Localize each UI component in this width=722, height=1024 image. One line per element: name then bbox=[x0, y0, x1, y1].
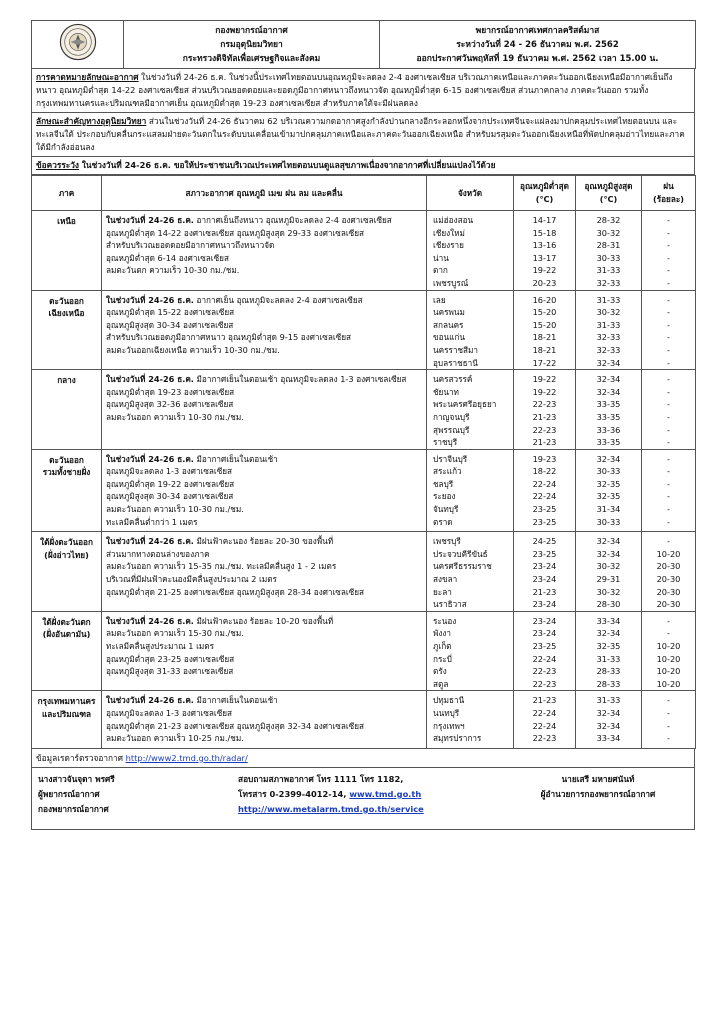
rain-list: - - - - - - bbox=[642, 290, 696, 370]
document-footer bbox=[31, 768, 695, 830]
region-name: ตะวันออก เฉียงเหนือ bbox=[32, 290, 102, 370]
rain-list: - 10-20 20-30 20-30 20-30 20-30 bbox=[642, 532, 696, 612]
province-list: แม่ฮ่องสอน เชียงใหม่ เชียงราย น่าน ตาก เพชรบูรณ์ bbox=[427, 211, 514, 291]
header-agency: กองพยากรณ์อากาศ กรมอุตุนิยมวิทยา กระทรวงดิจิทัลเพื่อเศรษฐกิจและสังคม bbox=[124, 21, 380, 69]
radar-info: ข้อมูลเรดาร์ตรวจอากาศ http://www2.tmd.go.th/radar/ bbox=[31, 749, 695, 768]
region-name: เหนือ bbox=[32, 211, 102, 291]
metalarm-link[interactable]: http://www.metalarm.tmd.go.th/service bbox=[238, 803, 424, 814]
forecaster-signature: นางสาวจันจุดา พรศรี ผู้พยากรณ์อากาศ กองพยากรณ์อากาศ bbox=[38, 773, 115, 814]
tmax-list: 31-33 30-32 31-33 32-33 32-33 32-34 bbox=[576, 290, 642, 370]
rain-list: - - 10-20 10-20 10-20 10-20 bbox=[642, 611, 696, 691]
tmax-list: 32-34 32-34 30-32 29-31 30-32 28-30 bbox=[576, 532, 642, 612]
region-name: กลาง bbox=[32, 370, 102, 450]
table-header-row bbox=[32, 176, 696, 211]
table-row bbox=[32, 370, 696, 450]
region-name: ใต้ฝั่งตะวันออก (ฝั่งอ่าวไทย) bbox=[32, 532, 102, 612]
logo-cell bbox=[32, 21, 124, 69]
table-row bbox=[32, 449, 696, 532]
table-row bbox=[32, 691, 696, 748]
region-name: ใต้ฝั่งตะวันตก (ฝั่งอันดามัน) bbox=[32, 611, 102, 691]
tmin-list: 16-20 15-20 15-20 18-21 18-21 17-22 bbox=[514, 290, 576, 370]
tmax-list: 31-33 32-34 32-34 33-34 bbox=[576, 691, 642, 748]
province-list: ปราจีนบุรี สระแก้ว ชลบุรี ระยอง จันทบุรี ตราด bbox=[427, 449, 514, 532]
weather-condition: ในช่วงวันที่ 24-26 ธ.ค. อากาศเย็นถึงหนาว อุณหภูมิจะลดลง 2-4 องศาเซลเซียส อุณหภูมิต่ำสุด 14-22 องศาเซลเซียส อุณหภูมิสูงสุด 29-33 องศาเซลเซียส สำหรับบริเวณยอดดอยมีอากาศหนาวถึงหนาวจัด อุณหภูมิต่ำสุด 6-14 องศาเซลเซียส ลมตะวันตก ความเร็ว 10-30 กม./ชม. bbox=[102, 211, 427, 291]
table-row bbox=[32, 532, 696, 612]
province-list: เลย นครพนม สกลนคร ขอนแก่น นครราชสีมา อุบลราชธานี bbox=[427, 290, 514, 370]
rain-list: - - - - - - bbox=[642, 370, 696, 450]
province-list: เพชรบุรี ประจวบคีรีขันธ์ นครศรีธรรมราช สงขลา ยะลา นราธิวาส bbox=[427, 532, 514, 612]
meteorological-features: ลักษณะสำคัญทางอุตุนิยมวิทยา ส่วนในช่วงวันที่ 24-26 ธันวาคม 62 บริเวณความกดอากาศสูงกำลังปานกลางอีกระลอกหนึ่งจากประเทศจีนจะแผ่ลงมาปกคลุมประเทศไทยตอนบน และทะเลจีนใต้ ประกอบกับคลื่นกระแสลมฝ่ายตะวันตกในระดับบนเคลื่อนเข้ามาปกคลุมภาคเหนือและภาคตะวันออกเฉียงเหนือ สำหรับมรสุมตะวันออกเฉียงเหนือที่พัดปกคลุมอ่าวไทยและภาคใต้มีกำลังอ่อนลง bbox=[31, 113, 695, 157]
tmin-list: 14-17 15-18 13-16 13-17 19-22 20-23 bbox=[514, 211, 576, 291]
col-tmax: อุณหภูมิสูงสุด (°C) bbox=[576, 176, 642, 211]
weather-condition: ในช่วงวันที่ 24-26 ธ.ค. มีอากาศเย็นในตอนเช้า อุณหภูมิจะลดลง 1-3 องศาเซลเซียส อุณหภูมิต่ำสุด 19-22 องศาเซลเซียส อุณหภูมิสูงสุด 30-34 องศาเซลเซียส ลมตะวันออก ความเร็ว 10-30 กม./ชม. ทะเลมีคลื่นต่ำกว่า 1 เมตร bbox=[102, 449, 427, 532]
tmax-list: 33-34 32-34 32-35 31-33 28-33 28-33 bbox=[576, 611, 642, 691]
table-row bbox=[32, 290, 696, 370]
caution-note: ข้อควรระวัง ในช่วงวันที่ 24-26 ธ.ค. ขอให้ประชาชนบริเวณประเทศไทยตอนบนดูแลสุขภาพเนื่องจากอากาศที่เปลี่ยนแปลงไว้ด้วย bbox=[31, 157, 695, 175]
province-list: ระนอง พังงา ภูเก็ต กระบี่ ตรัง สตูล bbox=[427, 611, 514, 691]
contact-info: สอบถามสภาพอากาศ โทร 1111 โทร 1182, โทรสาร 0-2399-4012-14, www.tmd.go.th http://www.metalarm.tmd.go.th/service bbox=[238, 773, 424, 814]
tmin-list: 23-24 23-24 23-25 22-24 22-23 22-23 bbox=[514, 611, 576, 691]
forecast-summary: การคาดหมายลักษณะอากาศ ในช่วงวันที่ 24-26 ธ.ค. ในช่วงนี้ประเทศไทยตอนบนอุณหภูมิจะลดลง 2-4 องศาเซลเซียส บริเวณภาคเหนือและภาคตะวันออกเฉียงเหนือมีอากาศเย็นถึงหนาว อุณหภูมิต่ำสุด 14-22 องศาเซลเซียส ส่วนบริเวณยอดดอยและยอดภูมีอากาศหนาวถึงหนาวจัด อุณหภูมิต่ำสุด 6-15 องศาเซลเซียส ส่วนภาคกลาง ภาคตะวันออก รวมทั้งกรุงเทพมหานครและปริมณฑลมีอากาศเย็น อุณหภูมิต่ำสุด 19-23 องศาเซลเซียส สำหรับภาคใต้จะมีฝนลดลง bbox=[31, 69, 695, 113]
header-announcement: พยากรณ์อากาศเทศกาลคริสต์มาส ระหว่างวันที่ 24 - 26 ธันวาคม พ.ศ. 2562 ออกประกาศวันพฤหัสที่ 19 ธันวาคม พ.ศ. 2562 เวลา 15.00 น. bbox=[380, 21, 696, 69]
col-region: ภาค bbox=[32, 176, 102, 211]
tmax-list: 28-32 30-32 28-31 30-33 31-33 32-33 bbox=[576, 211, 642, 291]
tmin-list: 19-23 18-22 22-24 22-24 23-25 23-25 bbox=[514, 449, 576, 532]
weather-condition: ในช่วงวันที่ 24-26 ธ.ค. มีอากาศเย็นในตอนเช้า อุณหภูมิจะลดลง 1-3 องศาเซลเซียส อุณหภูมิต่ำสุด 21-23 องศาเซลเซียส อุณหภูมิสูงสุด 32-34 องศาเซลเซียส ลมตะวันออก ความเร็ว 10-25 กม./ชม. bbox=[102, 691, 427, 748]
rain-list: - - - - bbox=[642, 691, 696, 748]
weather-condition: ในช่วงวันที่ 24-26 ธ.ค. อากาศเย็น อุณหภูมิจะลดลง 2-4 องศาเซลเซียส อุณหภูมิต่ำสุด 15-22 องศาเซลเซียส อุณหภูมิสูงสุด 30-34 องศาเซลเซียส สำหรับบริเวณยอดภูมีอากาศหนาว อุณหภูมิต่ำสุด 9-15 องศาเซลเซียส ลมตะวันออกเฉียงเหนือ ความเร็ว 10-30 กม./ชม. bbox=[102, 290, 427, 370]
province-list: ปทุมธานี นนทบุรี กรุงเทพฯ สมุทรปราการ bbox=[427, 691, 514, 748]
document-header bbox=[31, 20, 696, 69]
region-name: กรุงเทพมหานคร และปริมณฑล bbox=[32, 691, 102, 748]
forecast-document bbox=[31, 20, 695, 830]
regional-forecast-table bbox=[31, 175, 696, 749]
col-rain: ฝน (ร้อยละ) bbox=[642, 176, 696, 211]
col-tmin: อุณหภูมิต่ำสุด (°C) bbox=[514, 176, 576, 211]
col-province: จังหวัด bbox=[427, 176, 514, 211]
radar-link[interactable]: http://www2.tmd.go.th/radar/ bbox=[125, 752, 248, 763]
rain-list: - - - - - - bbox=[642, 211, 696, 291]
region-name: ตะวันออก รวมทั้งชายฝั่ง bbox=[32, 449, 102, 532]
weather-condition: ในช่วงวันที่ 24-26 ธ.ค. มีฝนฟ้าคะนอง ร้อยละ 10-20 ของพื้นที่ ลมตะวันออก ความเร็ว 15-30 กม./ชม. ทะเลมีคลื่นสูงประมาณ 1 เมตร อุณหภูมิต่ำสุด 23-25 องศาเซลเซียส อุณหภูมิสูงสุด 31-33 องศาเซลเซียส bbox=[102, 611, 427, 691]
tmin-list: 21-23 22-24 22-24 22-23 bbox=[514, 691, 576, 748]
weather-condition: ในช่วงวันที่ 24-26 ธ.ค. มีฝนฟ้าคะนอง ร้อยละ 20-30 ของพื้นที่ ส่วนมากทางตอนล่างของภาค ลมตะวันออก ความเร็ว 15-35 กม./ชม. ทะเลมีคลื่นสูง 1 - 2 เมตร บริเวณที่มีฝนฟ้าคะนองมีคลื่นสูงประมาณ 2 เมตร อุณหภูมิต่ำสุด 21-25 องศาเซลเซียส อุณหภูมิสูงสุด 28-34 องศาเซลเซียส bbox=[102, 532, 427, 612]
province-list: นครสวรรค์ ชัยนาท พระนครศรีอยุธยา กาญจนบุรี สุพรรณบุรี ราชบุรี bbox=[427, 370, 514, 450]
tmin-list: 19-22 19-22 22-23 21-23 22-23 21-23 bbox=[514, 370, 576, 450]
tmin-list: 24-25 23-25 23-24 23-24 21-23 23-24 bbox=[514, 532, 576, 612]
weather-condition: ในช่วงวันที่ 24-26 ธ.ค. มีอากาศเย็นในตอนเช้า อุณหภูมิจะลดลง 1-3 องศาเซลเซียส อุณหภูมิต่ำสุด 19-23 องศาเซลเซียส อุณหภูมิสูงสุด 32-36 องศาเซลเซียส ลมตะวันออก ความเร็ว 10-30 กม./ชม. bbox=[102, 370, 427, 450]
tmax-list: 32-34 30-33 32-35 32-35 31-34 30-33 bbox=[576, 449, 642, 532]
director-signature: นายเสรี มหายศนันท์ ผู้อำนวยการกองพยากรณ์อากาศ bbox=[540, 773, 656, 799]
tmax-list: 32-34 32-34 33-35 33-35 33-36 33-35 bbox=[576, 370, 642, 450]
tmd-seal-icon bbox=[59, 23, 97, 61]
table-row bbox=[32, 211, 696, 291]
tmd-website-link[interactable]: www.tmd.go.th bbox=[349, 788, 422, 799]
table-row bbox=[32, 611, 696, 691]
rain-list: - - - - - - bbox=[642, 449, 696, 532]
col-condition: สภาวะอากาศ อุณหภูมิ เมฆ ฝน ลม และคลื่น bbox=[102, 176, 427, 211]
